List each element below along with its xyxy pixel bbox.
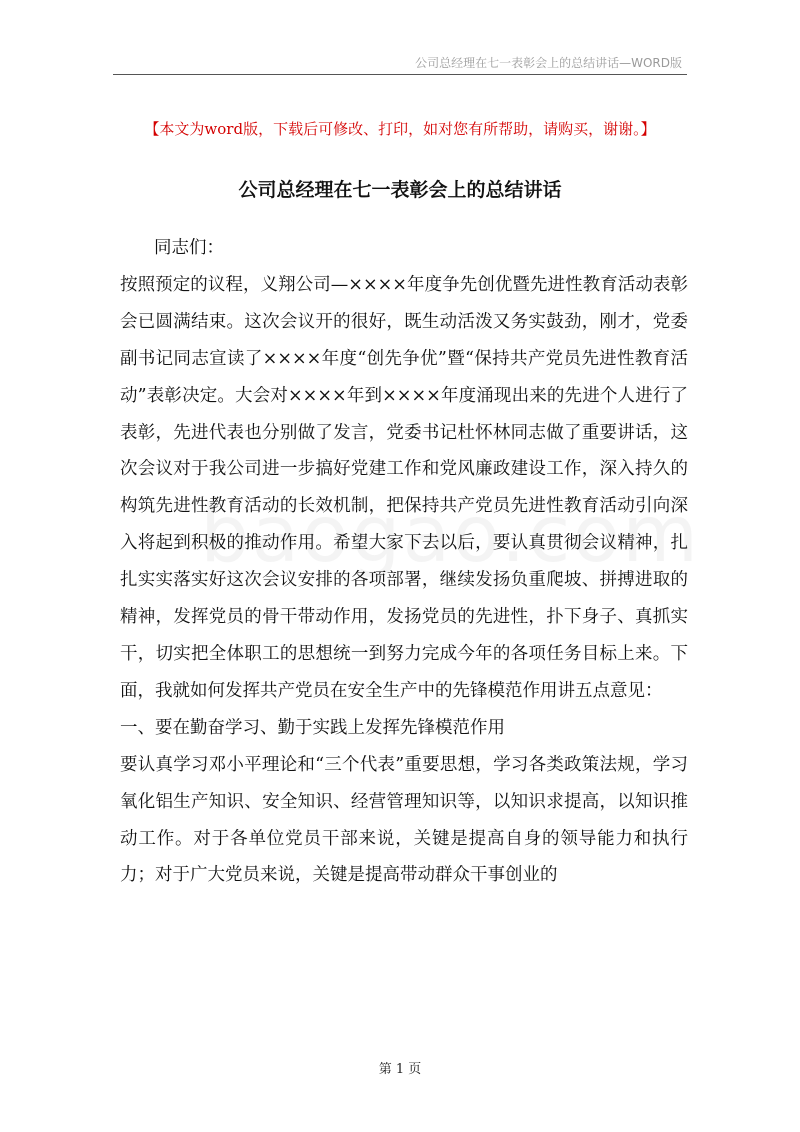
section-heading: 一、要在勤奋学习、勤于实践上发挥先锋模范作用 bbox=[120, 717, 505, 738]
paragraph-study: 要认真学习邓小平理论和“三个代表”重要思想，学习各类政策法规，学习氧化铝生产知识、安全知识、经营管理知识等，以知识求提高，以知识推动工作。对于各单位党员干部来说，关键是提高自身的领导能力和执行力；对于广大党员来说，关键是提高带动群众干事创业的 bbox=[120, 754, 688, 886]
document-body bbox=[120, 230, 688, 894]
document-title: 公司总经理在七一表彰会上的总结讲话 bbox=[238, 179, 562, 201]
page-number: 第 1 页 bbox=[378, 1062, 422, 1077]
download-notice: 【本文为word版，下载后可修改、打印，如对您有所帮助，请购买，谢谢。】 bbox=[144, 120, 656, 138]
paragraph-intro: 按照预定的议程，义翔公司—××××年度争先创优暨先进性教育活动表彰会已圆满结束。这次会议开的很好，既生动活泼又务实鼓劲，刚才，党委副书记同志宣读了××××年度“创先争优”暨“保持共产党员先进性教育活动”表彰决定。大会对××××年到××××年度涌现出来的先进个人进行了表彰，先进代表也分别做了发言，党委书记杜怀林同志做了重要讲话，这次会议对于我公司进一步搞好党建工作和党风廉政建设工作，深入持久的构筑先进性教育活动的长效机制，把保持共产党员先进性教育活动引向深入将起到积极的推动作用。希望大家下去以后，要认真贯彻会议精神，扎扎实实落实好这次会议安排的各项部署，继续发扬负重爬坡、拼搏进取的精神，发挥党员的骨干带动作用，发扬党员的先进性，扑下身子、真抓实干，切实把全体职工的思想统一到努力完成今年的各项任务目标上来。下面，我就如何发挥共产党员在安全生产中的先锋模范作用讲五点意见： bbox=[120, 274, 688, 701]
header-divider bbox=[113, 74, 687, 75]
greeting: 同志们： bbox=[154, 238, 224, 258]
running-header: 公司总经理在七一表彰会上的总结讲话—WORD版 bbox=[415, 56, 682, 70]
